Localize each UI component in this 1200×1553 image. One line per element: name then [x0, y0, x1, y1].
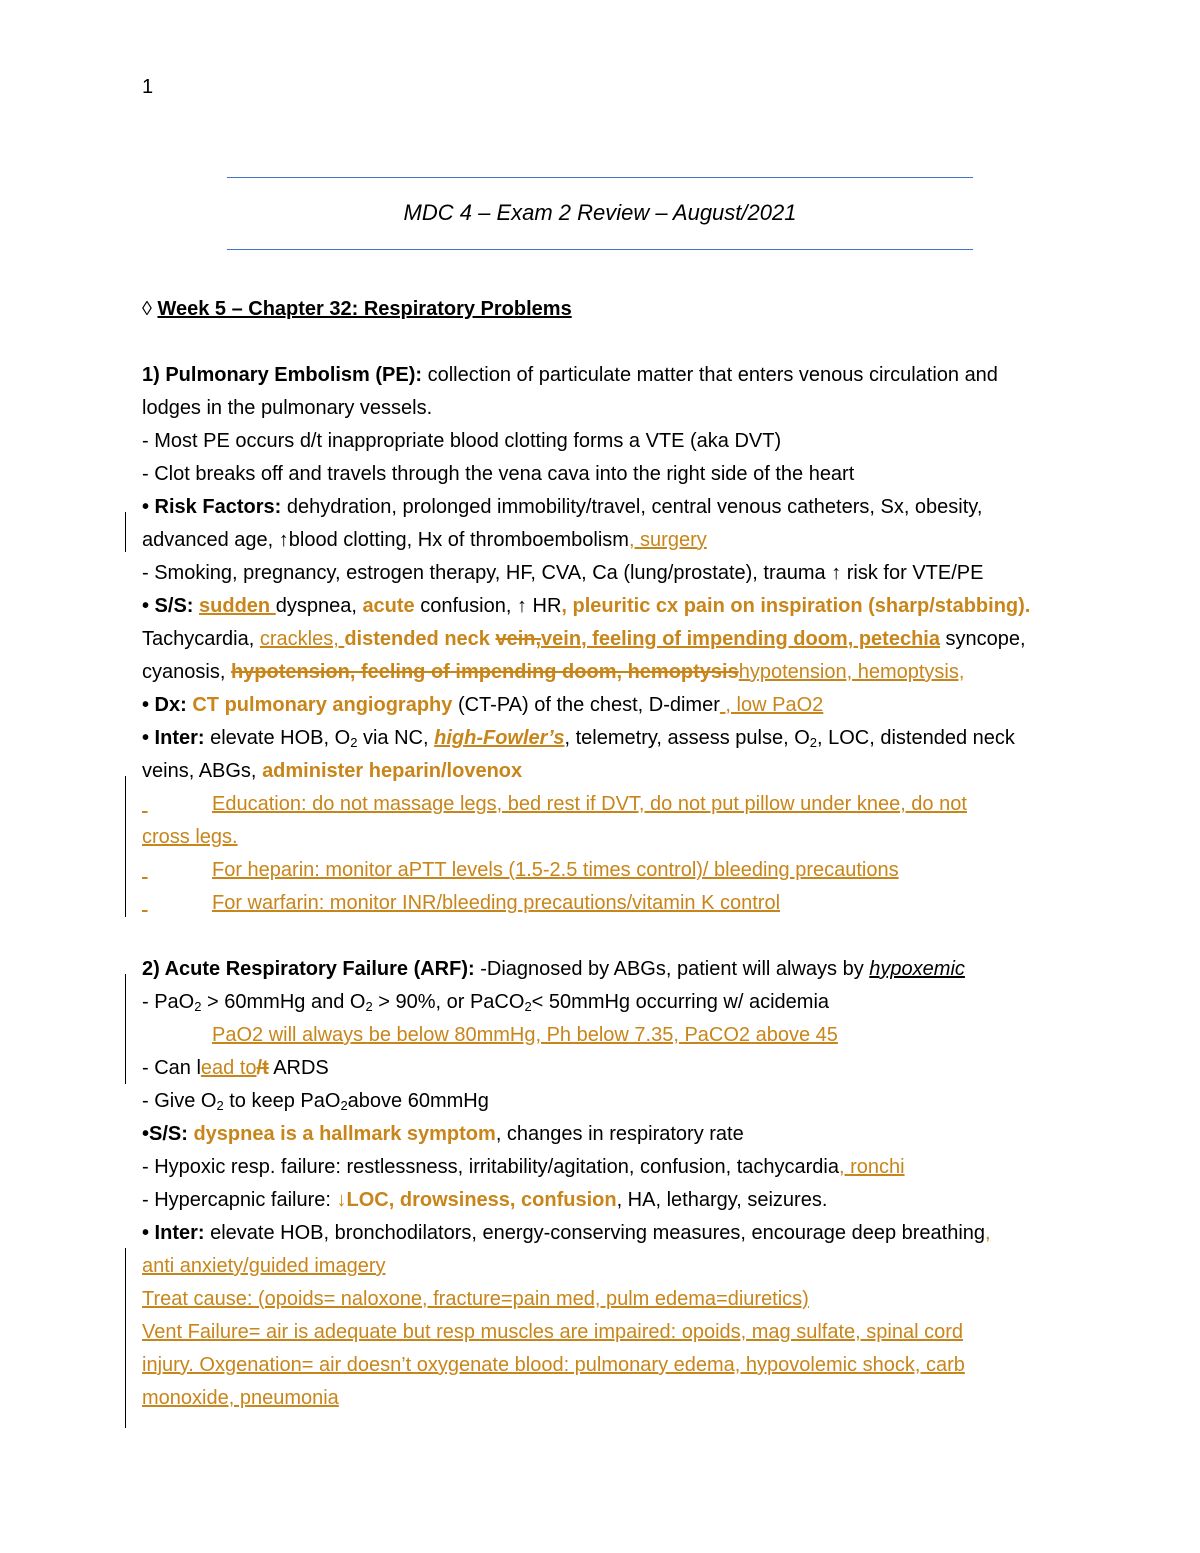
pe-risk-factors [142, 491, 1072, 524]
arf-ss-label: •S/S: [142, 1123, 188, 1145]
pe-dx-label: • Dx: [142, 694, 187, 716]
week-heading [142, 293, 1072, 326]
arf-vent-failure-cont-2 [142, 1382, 1072, 1415]
arf-criteria-b: > 60mmHg and O [201, 991, 366, 1013]
pe-signs-symptoms-cont-2 [142, 656, 1072, 689]
pe-diagnosis [142, 689, 1072, 722]
arf-oxygen-a: - Give O [142, 1090, 217, 1112]
pe-inter-text-c: , telemetry, assess pulse, O [564, 727, 810, 749]
arf-hypercapnic-c: , HA, lethargy, seizures. [616, 1189, 828, 1211]
arf-ards-a: - Can l [142, 1057, 201, 1079]
pe-inter-veins: veins, ABGs, [142, 760, 263, 782]
arf-signs-symptoms [142, 1118, 1072, 1151]
pe-dx-inserted: , low PaO2 [719, 694, 824, 716]
pe-definition-cont: lodges in the pulmonary vessels. [142, 397, 433, 419]
arf-hypoxic-text: - Hypoxic resp. failure: restlessness, irritability/agitation, confusion, tachycardia [142, 1156, 839, 1178]
pe-note-2: - Clot breaks off and travels through the vena cava into the right side of the heart [142, 463, 855, 485]
arf-treat-cause-text: Treat cause: (opoids= naloxone, fracture=pain med, pulm edema=diuretics) [142, 1288, 809, 1310]
pe-inter-fowler: high-Fowler’s [434, 727, 565, 749]
arf-treat-cause [142, 1283, 1072, 1316]
subscript: 2 [350, 735, 358, 750]
arf-ss-rest: , changes in respiratory rate [495, 1123, 744, 1145]
arf-vent-failure-text-2: injury. Oxgenation= air doesn’t oxygenate blood: pulmonary edema, hypovolemic shock, carb [142, 1354, 965, 1376]
pe-dx-ct: CT pulmonary angiography [192, 694, 453, 716]
arf-inter-inserted: , [985, 1222, 991, 1244]
arf-vent-failure-text-3: monoxide, pneumonia [142, 1387, 339, 1409]
arf-hypoxemic: hypoxemic [869, 958, 965, 980]
pe-ss-syncope: syncope, [939, 628, 1026, 650]
subscript: 2 [216, 1098, 224, 1113]
pe-inter-text-b: via NC, [357, 727, 435, 749]
arf-hypercapnic-b: ↓LOC, drowsiness, confusion [336, 1189, 617, 1211]
change-bar [125, 776, 126, 850]
pe-ss-vein-inserted: vein, feeling of impending doom, petechia [541, 628, 940, 650]
pe-heading-line [142, 359, 1072, 392]
pe-ss-pleuritic: , pleuritic cx pain on inspiration (sharp/stabbing). [561, 595, 1031, 617]
pe-heparin [142, 854, 1072, 887]
arf-ards-deleted: /t [256, 1057, 269, 1079]
arf-interventions [142, 1217, 1072, 1250]
arf-pao2-note [142, 1019, 1072, 1052]
arf-hypercapnic-a: - Hypercapnic failure: [142, 1189, 337, 1211]
arf-criteria-a: - PaO [142, 991, 195, 1013]
arf-anxiety [142, 1250, 1072, 1283]
arf-heading-line [142, 953, 1072, 986]
arf-criteria-d: < 50mmHg occurring w/ acidemia [531, 991, 830, 1013]
pe-risk-label: • Risk Factors: [142, 496, 282, 518]
pe-warfarin [142, 887, 1072, 920]
arf-hypercapnic [142, 1184, 1072, 1217]
tab-space [142, 854, 212, 887]
arf-criteria [142, 986, 1072, 1019]
subscript: 2 [809, 735, 818, 750]
arf-oxygen-c: above 60mmHg [347, 1090, 489, 1112]
pe-risk-factors-cont [142, 524, 1072, 557]
pe-inter-text-a: elevate HOB, O [204, 727, 351, 749]
pe-ss-tachy: Tachycardia, [142, 628, 260, 650]
change-bar [125, 512, 126, 552]
arf-inter-label: • Inter: [142, 1222, 205, 1244]
pe-dx-rest: (CT-PA) of the chest, D-dimer [452, 694, 720, 716]
pe-ss-crackles: crackles, [259, 628, 345, 650]
change-bar [125, 877, 126, 917]
subscript: 2 [524, 999, 532, 1014]
pe-inter-heparin: administer heparin/lovenox [262, 760, 523, 782]
week-heading-text: Week 5 – Chapter 32: Respiratory Problems [157, 298, 572, 320]
document-title: MDC 4 – Exam 2 Review – August/2021 [403, 200, 797, 225]
pe-ss-acute: acute [362, 595, 415, 617]
pe-heading: 1) Pulmonary Embolism (PE): [142, 364, 423, 386]
title-rule-bottom [227, 249, 973, 250]
arf-hypoxic [142, 1151, 1072, 1184]
arf-criteria-c: > 90%, or PaCO [372, 991, 525, 1013]
change-bar [125, 842, 126, 882]
arf-oxygen-b: to keep PaO [223, 1090, 341, 1112]
arf-vent-failure-text: Vent Failure= air is adequate but resp muscles are impaired: opoids, mag sulfate, spinal cord [142, 1321, 963, 1343]
pe-note-1: - Most PE occurs d/t inappropriate blood clotting forms a VTE (aka DVT) [142, 430, 782, 452]
pe-interventions-cont [142, 755, 1072, 788]
pe-inter-text-d: , LOC, distended neck [817, 727, 1015, 749]
document-body [142, 293, 1072, 1415]
pe-ss-inserted: hypotension, hemoptysis, [738, 661, 965, 683]
change-bar [125, 974, 126, 1014]
page-number: 1 [142, 76, 154, 98]
pe-risk-inserted: , surgery [628, 529, 707, 551]
pe-ss-label: • S/S: [142, 595, 194, 617]
spacer [142, 326, 1072, 359]
pe-education [142, 788, 1072, 821]
arf-ards-inserted: ead to [200, 1057, 257, 1079]
pe-heparin-text: For heparin: monitor aPTT levels (1.5-2.5 times control)/ bleeding precautions [212, 859, 899, 881]
pe-ss-dyspnea: dyspnea, [275, 595, 363, 617]
subscript: 2 [194, 999, 202, 1014]
change-bar [125, 1044, 126, 1084]
change-bar [125, 1248, 126, 1428]
pe-ss-cyanosis: cyanosis, [142, 661, 231, 683]
diamond-bullet-icon: ◊ [142, 298, 152, 320]
arf-intro: -Diagnosed by ABGs, patient will always by [474, 958, 870, 980]
pe-education-text: Education: do not massage legs, bed rest if DVT, do not put pillow under knee, do not [212, 793, 967, 815]
title-rule-top [227, 177, 973, 178]
arf-ards [142, 1052, 1072, 1085]
pe-risk-text-2: advanced age, ↑blood clotting, Hx of thromboembolism [142, 529, 629, 551]
pe-warfarin-text: For warfarin: monitor INR/bleeding precautions/vitamin K control [212, 892, 781, 914]
pe-definition: collection of particulate matter that enters venous circulation and [422, 364, 998, 386]
spacer [142, 920, 1072, 953]
pe-ss-sudden: sudden [199, 595, 276, 617]
pe-ss-confusion: confusion, ↑ HR [414, 595, 562, 617]
tab-space [142, 788, 212, 821]
arf-vent-failure-cont [142, 1349, 1072, 1382]
arf-anxiety-text: anti anxiety/guided imagery [142, 1255, 386, 1277]
subscript: 2 [340, 1098, 348, 1113]
pe-signs-symptoms [142, 590, 1072, 623]
pe-education-text-2: cross legs. [142, 826, 238, 848]
arf-ards-b: ARDS [268, 1057, 329, 1079]
subscript: 2 [365, 999, 373, 1014]
pe-interventions [142, 722, 1072, 755]
arf-ss-hallmark: dyspnea is a hallmark symptom [187, 1123, 496, 1145]
tab-space [142, 887, 212, 920]
pe-ss-neck: distended neck [344, 628, 496, 650]
arf-inter-text: elevate HOB, bronchodilators, energy-conserving measures, encourage deep breathing [204, 1222, 986, 1244]
arf-vent-failure [142, 1316, 1072, 1349]
pe-ss-deleted: hypotension, feeling of impending doom, hemoptysis [230, 661, 739, 683]
arf-hypoxic-inserted: , ronchi [838, 1156, 905, 1178]
arf-heading: 2) Acute Respiratory Failure (ARF): [142, 958, 475, 980]
pe-education-cont [142, 821, 1072, 854]
arf-pao2-note-text: PaO2 will always be below 80mmHg, Ph below 7.35, PaCO2 above 45 [212, 1024, 838, 1046]
arf-oxygen [142, 1085, 1072, 1118]
pe-inter-label: • Inter: [142, 727, 205, 749]
pe-risk-more: - Smoking, pregnancy, estrogen therapy, HF, CVA, Ca (lung/prostate), trauma ↑ risk for VTE/PE [142, 562, 984, 584]
pe-ss-vein-deleted: vein, [495, 628, 542, 650]
pe-signs-symptoms-cont [142, 623, 1072, 656]
pe-risk-text: dehydration, prolonged immobility/travel, central venous catheters, Sx, obesity, [281, 496, 983, 518]
